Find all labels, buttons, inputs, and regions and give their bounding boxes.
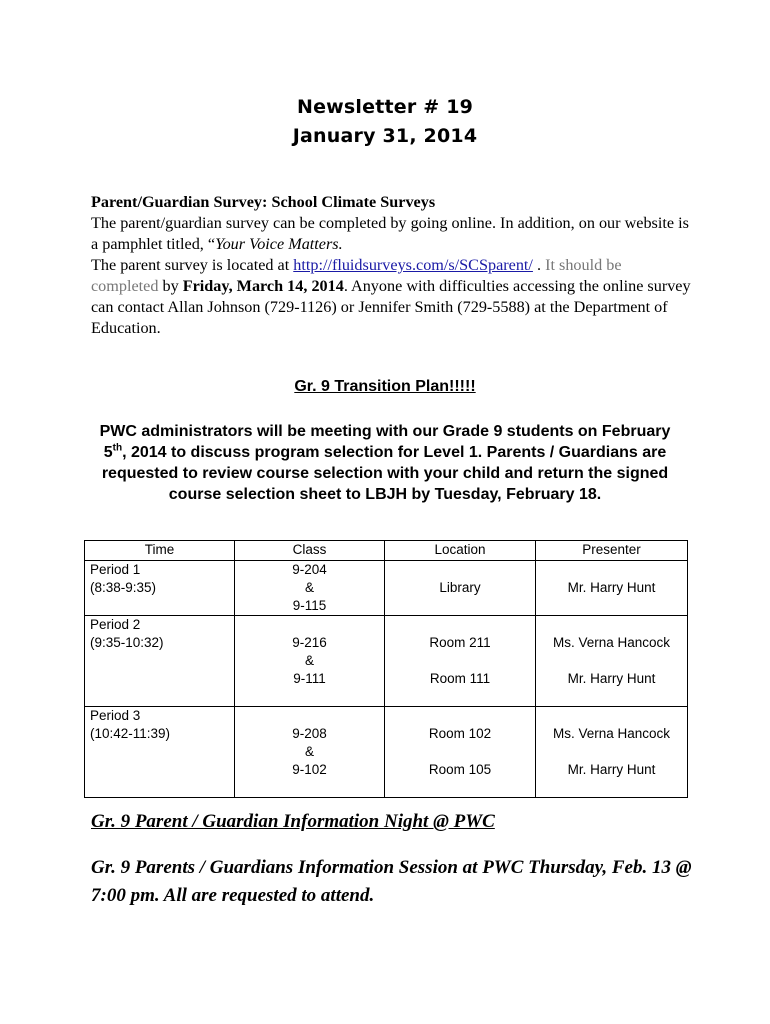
period-time: (8:38-9:35): [90, 580, 157, 595]
announce-sup: th: [112, 442, 123, 454]
period-label: Period 1: [90, 562, 141, 577]
survey-heading: Parent/Guardian Survey: School Climate Surveys: [91, 193, 436, 211]
newsletter-title: Newsletter # 19: [296, 96, 474, 118]
class-a: 9-216: [292, 635, 327, 650]
period-time: (10:42-11:39): [90, 726, 171, 741]
period-time: (9:35-10:32): [90, 635, 164, 650]
location-a: Library: [439, 580, 481, 595]
table-header-row: [85, 541, 688, 561]
location-b: Room 111: [429, 671, 491, 686]
presenter-cell: [536, 707, 688, 798]
time-cell: [85, 616, 235, 707]
presenter-a: Mr. Harry Hunt: [567, 580, 656, 595]
location-cell: [385, 561, 536, 616]
survey-text-2: The parent survey is located at: [91, 256, 294, 274]
time-cell: [85, 561, 235, 616]
location-cell: [385, 707, 536, 798]
header-time: Time: [85, 541, 235, 561]
class-amp: &: [304, 580, 314, 595]
class-cell: [235, 616, 385, 707]
location-b: Room 105: [428, 762, 492, 777]
pamphlet-title: Your Voice Matters.: [215, 235, 343, 253]
header-class: Class: [235, 541, 385, 561]
location-a: Room 211: [429, 635, 491, 650]
header-location: Location: [385, 541, 536, 561]
survey-deadline: Friday, March 14, 2014: [182, 277, 344, 295]
table-row: [85, 616, 688, 707]
newsletter-date: January 31, 2014: [292, 125, 478, 147]
presenter-cell: [536, 616, 688, 707]
location-cell: [385, 616, 536, 707]
survey-text-1: The parent/guardian survey can be completed by going online. In addition, on our website is a pamphlet titled, “: [91, 214, 689, 253]
header-presenter: Presenter: [536, 541, 688, 561]
class-amp: &: [304, 744, 314, 759]
table-row: [85, 707, 688, 798]
survey-paragraph-2: [91, 255, 691, 339]
class-b: 9-111: [293, 671, 326, 686]
transition-plan-title: Gr. 9 Transition Plan!!!!!: [294, 378, 476, 395]
survey-link[interactable]: http://fluidsurveys.com/s/SCSparent/: [293, 256, 533, 274]
info-night-body: Gr. 9 Parents / Guardians Information Session at PWC Thursday, Feb. 13 @ 7:00 pm. All are requested to attend.: [91, 857, 692, 906]
presenter-a: Ms. Verna Hancock: [552, 726, 671, 741]
period-label: Period 3: [90, 708, 141, 723]
survey-text-3: .: [532, 256, 546, 274]
table-row: [85, 561, 688, 616]
schedule-table: [84, 540, 688, 798]
presenter-cell: [536, 561, 688, 616]
class-b: 9-102: [292, 762, 327, 777]
survey-text-5: . Anyone with difficulties accessing the online survey can contact Allan Johnson (729-1126) or Jennifer Smith (729-5588) at the Department of Education.: [91, 277, 691, 337]
class-a: 9-204: [292, 562, 327, 577]
announce-text-2: , 2014 to discuss program selection for Level 1. Parents / Guardians are requested to review course selection with your child and return the signed course selection sheet to LBJH by Tuesday, February 18.: [101, 444, 669, 503]
period-label: Period 2: [90, 617, 141, 632]
info-night-heading: Gr. 9 Parent / Guardian Information Night @ PWC: [91, 811, 495, 832]
presenter-b: Mr. Harry Hunt: [567, 762, 656, 777]
class-b: 9-115: [292, 598, 327, 613]
class-cell: [235, 707, 385, 798]
class-amp: &: [304, 653, 314, 668]
survey-gray-text: It should be completed: [91, 256, 622, 295]
class-cell: [235, 561, 385, 616]
survey-section: [91, 192, 691, 339]
survey-text-4: by: [158, 277, 183, 295]
survey-paragraph: [91, 213, 691, 255]
transition-announcement: [90, 421, 680, 505]
presenter-a: Ms. Verna Hancock: [552, 635, 671, 650]
announce-text-1: PWC administrators will be meeting with our Grade 9 students on February 5: [99, 423, 671, 461]
presenter-b: Mr. Harry Hunt: [567, 671, 656, 686]
time-cell: [85, 707, 235, 798]
class-a: 9-208: [292, 726, 327, 741]
location-a: Room 102: [428, 726, 492, 741]
